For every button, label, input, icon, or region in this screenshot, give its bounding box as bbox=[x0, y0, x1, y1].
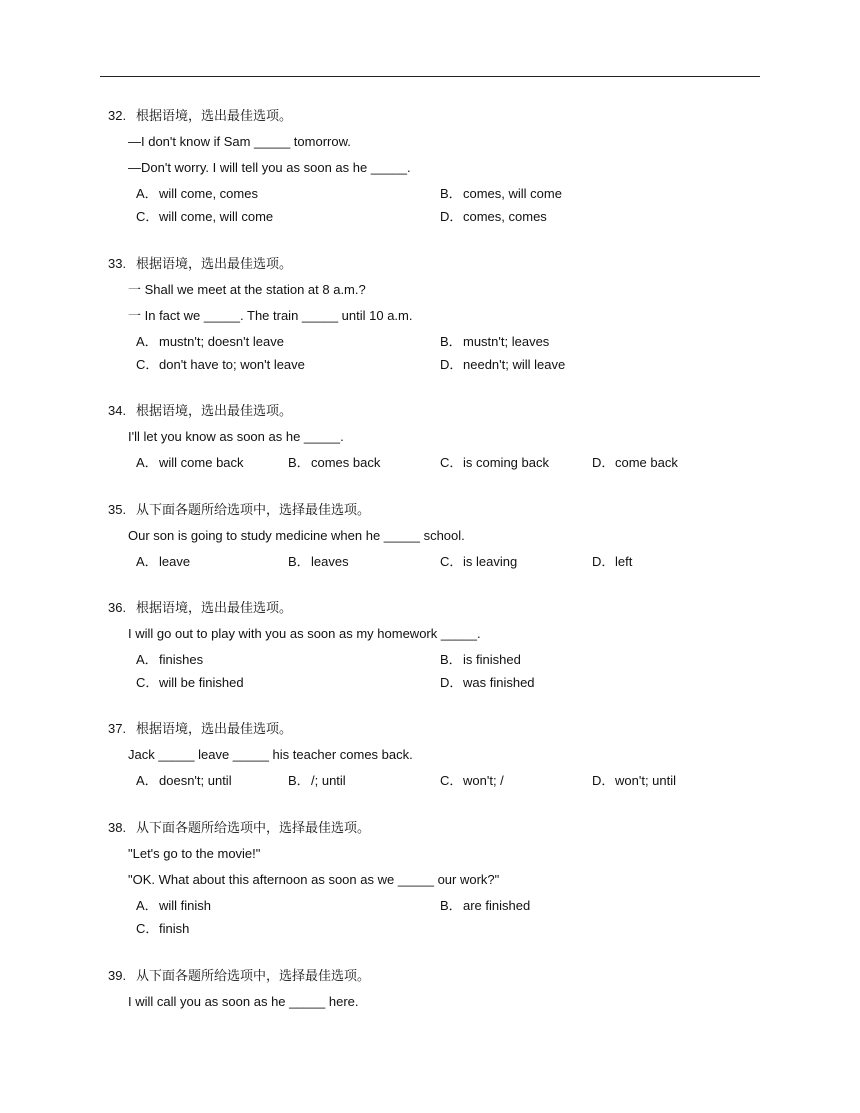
question-stem: —I don't know if Sam _____ tomorrow. bbox=[128, 134, 351, 149]
question-stem: 一 Shall we meet at the station at 8 a.m.? bbox=[128, 282, 366, 297]
options bbox=[136, 554, 768, 577]
question-stem: 一 In fact we _____. The train _____ until 10 a.m. bbox=[128, 308, 413, 323]
question-instruction: 根据语境，选出最佳选项。 bbox=[136, 257, 293, 272]
question-stem: "OK. What about this afternoon as soon as we _____ our work?" bbox=[128, 872, 500, 887]
option-b[interactable]: B．comes back bbox=[288, 455, 381, 470]
options bbox=[136, 898, 768, 944]
option-d[interactable]: D．left bbox=[592, 554, 633, 569]
option-a[interactable]: A．doesn't; until bbox=[136, 773, 232, 788]
question-stem: —Don't worry. I will tell you as soon as he _____. bbox=[128, 160, 411, 175]
option-c[interactable]: C．is leaving bbox=[440, 554, 518, 569]
question-34 bbox=[108, 403, 768, 478]
options bbox=[136, 334, 768, 380]
option-c[interactable]: C．finish bbox=[136, 921, 190, 936]
question-instruction: 根据语境，选出最佳选项。 bbox=[136, 601, 293, 616]
question-number: 37. bbox=[108, 721, 127, 736]
question-number: 35. bbox=[108, 502, 127, 517]
header-rule bbox=[100, 76, 760, 77]
option-a[interactable]: A．will finish bbox=[136, 898, 212, 913]
question-36 bbox=[108, 600, 768, 698]
question-number: 34. bbox=[108, 403, 127, 418]
option-b[interactable]: B．is finished bbox=[440, 652, 521, 667]
options bbox=[136, 652, 768, 698]
question-stem: Jack _____ leave _____ his teacher comes back. bbox=[128, 747, 413, 762]
question-38 bbox=[108, 820, 768, 944]
option-a[interactable]: A．will come, comes bbox=[136, 186, 258, 201]
option-b[interactable]: B．leaves bbox=[288, 554, 349, 569]
question-32 bbox=[108, 108, 768, 232]
option-d[interactable]: D．comes, comes bbox=[440, 209, 547, 224]
option-a[interactable]: A．will come back bbox=[136, 455, 244, 470]
question-instruction: 根据语境，选出最佳选项。 bbox=[136, 722, 293, 737]
option-d[interactable]: D．won't; until bbox=[592, 773, 677, 788]
question-39 bbox=[108, 968, 768, 1020]
option-c[interactable]: C．don't have to; won't leave bbox=[136, 357, 305, 372]
question-stem: Our son is going to study medicine when he _____ school. bbox=[128, 528, 465, 543]
options bbox=[136, 186, 768, 232]
question-stem: I will go out to play with you as soon as my homework _____. bbox=[128, 626, 481, 641]
question-instruction: 从下面各题所给选项中，选择最佳选项。 bbox=[136, 821, 371, 836]
option-a[interactable]: A．mustn't; doesn't leave bbox=[136, 334, 284, 349]
option-b[interactable]: B．/; until bbox=[288, 773, 346, 788]
question-stem: "Let's go to the movie!" bbox=[128, 846, 261, 861]
question-number: 32. bbox=[108, 108, 127, 123]
question-instruction: 从下面各题所给选项中，选择最佳选项。 bbox=[136, 503, 371, 518]
option-c[interactable]: C．will come, will come bbox=[136, 209, 274, 224]
question-instruction: 根据语境，选出最佳选项。 bbox=[136, 109, 293, 124]
option-c[interactable]: C．won't; / bbox=[440, 773, 504, 788]
option-a[interactable]: A．leave bbox=[136, 554, 191, 569]
option-c[interactable]: C．will be finished bbox=[136, 675, 244, 690]
question-number: 33. bbox=[108, 256, 127, 271]
question-number: 36. bbox=[108, 600, 127, 615]
question-stem: I'll let you know as soon as he _____. bbox=[128, 429, 344, 444]
options bbox=[136, 455, 768, 478]
option-d[interactable]: D．needn't; will leave bbox=[440, 357, 566, 372]
option-d[interactable]: D．come back bbox=[592, 455, 678, 470]
question-number: 38. bbox=[108, 820, 127, 835]
question-instruction: 从下面各题所给选项中，选择最佳选项。 bbox=[136, 969, 371, 984]
option-b[interactable]: B．comes, will come bbox=[440, 186, 562, 201]
option-b[interactable]: B．mustn't; leaves bbox=[440, 334, 550, 349]
option-a[interactable]: A．finishes bbox=[136, 652, 204, 667]
options bbox=[136, 773, 768, 796]
option-d[interactable]: D．was finished bbox=[440, 675, 535, 690]
question-35 bbox=[108, 502, 768, 577]
option-b[interactable]: B．are finished bbox=[440, 898, 531, 913]
question-instruction: 根据语境，选出最佳选项。 bbox=[136, 404, 293, 419]
question-stem: I will call you as soon as he _____ here. bbox=[128, 994, 359, 1009]
question-number: 39. bbox=[108, 968, 127, 983]
question-37 bbox=[108, 721, 768, 796]
option-c[interactable]: C．is coming back bbox=[440, 455, 549, 470]
question-33 bbox=[108, 256, 768, 380]
